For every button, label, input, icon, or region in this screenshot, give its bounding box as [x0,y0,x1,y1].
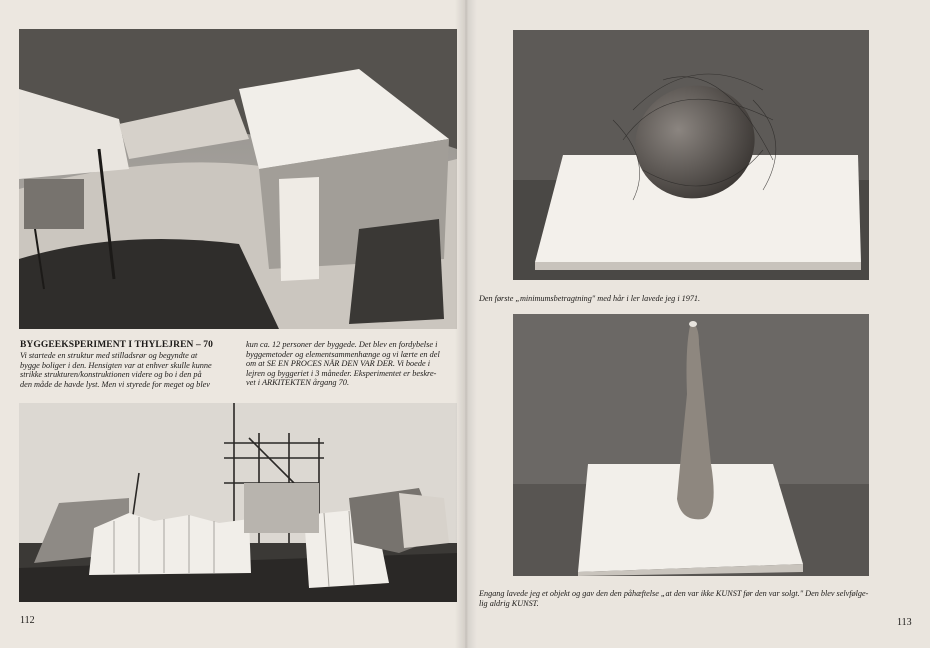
text-line: strikke strukturen/konstruktionen videre og bo i den på [20,370,202,380]
article-column-1 [20,351,238,389]
page-number-right: 113 [897,617,912,628]
text-line: bygge boliger i den. Hensigten var at enhver skulle kunne [20,360,212,370]
tent-structures-image [19,29,457,329]
right-page [465,0,930,648]
clay-object-image [513,314,869,576]
photo-clay-object [513,314,869,576]
text-line: Vi startede en struktur med stilladsrør og begyndte at [20,351,198,360]
text-line: vet i ARKITEKTEN årgang 70. [246,378,350,388]
hair-in-clay-image [513,30,869,280]
photo-tent-structures [19,29,457,329]
article-heading: BYGGEEKSPERIMENT I THYLEJREN – 70 [20,340,213,350]
caption-line: Engang lavede jeg et objekt og gav den den påhæftelse „at den var ikke KUNST før den var solgt." Den blev selvfølge- [479,589,869,598]
scaffold-structure-image [19,403,457,602]
text-line: om at SE EN PROCES NÅR DEN VAR DER. Vi boede i [246,359,431,369]
caption-clay-object [479,589,868,609]
text-line: den måde de havde lyst. Men vi styrede for meget og blev [20,379,210,389]
article-column-2 [246,340,459,388]
caption-hair-in-clay: Den første „minimumsbetragtning" med hår i ler lavede jeg i 1971. [479,294,701,303]
page-number-left: 112 [20,615,35,626]
caption-line: lig aldrig KUNST. [479,599,539,608]
book-gutter [455,0,477,648]
photo-hair-in-clay [513,30,869,280]
text-line: kun ca. 12 personer der byggede. Det blev en fordybelse i [246,340,438,349]
photo-scaffold-structure [19,403,457,602]
text-line: byggemetoder og elementsammenhænge og vi lærte en del [246,349,440,359]
text-line: lejren og byggeriet i 3 måneder. Eksperimentet er beskre- [246,368,437,378]
